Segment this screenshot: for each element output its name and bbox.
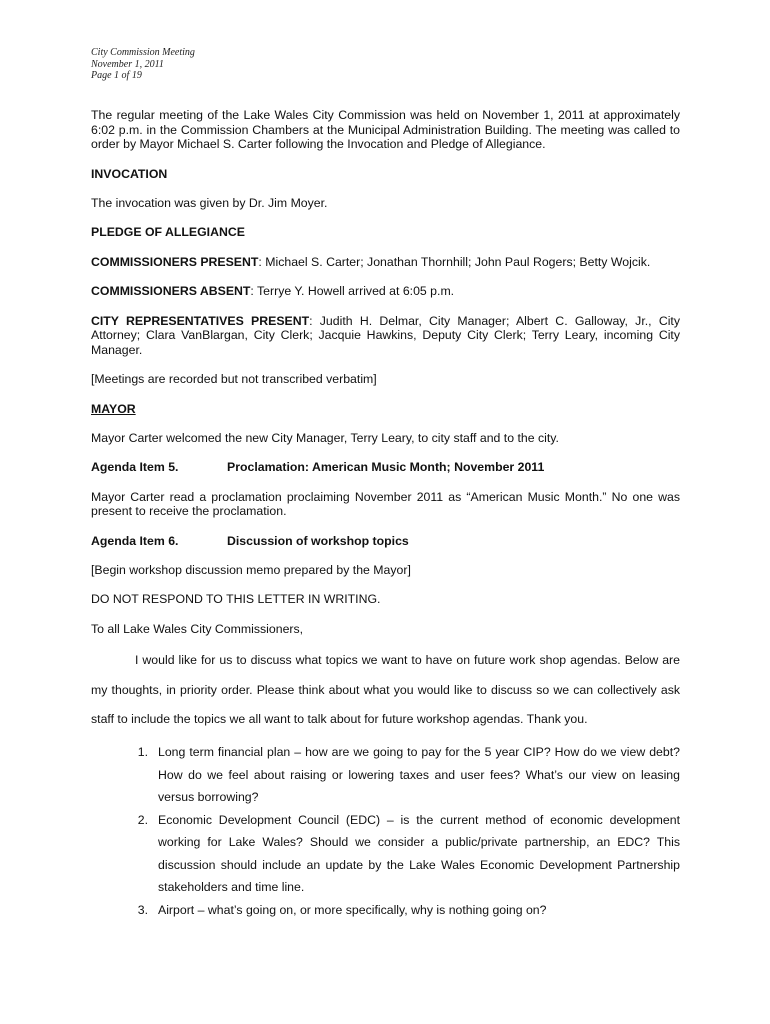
commissioners-absent (91, 284, 680, 299)
memo-no-respond: DO NOT RESPOND TO THIS LETTER IN WRITING. (91, 592, 381, 607)
commissioners-absent-label: COMMISSIONERS ABSENT (91, 284, 251, 299)
list-item (91, 809, 680, 899)
agenda-item-5-title: Proclamation: American Music Month; November 2011 (227, 460, 545, 475)
city-representatives-label: CITY REPRESENTATIVES PRESENT (91, 313, 310, 328)
agenda-item-6-title: Discussion of workshop topics (227, 533, 409, 548)
memo-body-text: I would like for us to discuss what topics we want to have on future work shop agendas. Below are my thoughts, in priority order. Please think about what you would like to discuss so we can collectively ask staff to include the topics we all want to talk about for future workshop agendas. Thank you. (91, 653, 680, 727)
invocation-text: The invocation was given by Dr. Jim Moyer. (91, 195, 328, 210)
list-item-number: 2. (137, 812, 148, 827)
commissioners-absent-names: : Terrye Y. Howell arrived at 6:05 p.m. (250, 284, 455, 299)
header-date: November 1, 2011 (91, 58, 164, 70)
agenda-item-5-heading (91, 460, 680, 475)
memo-body-indent (91, 653, 135, 667)
mayor-heading: MAYOR (91, 401, 136, 416)
workshop-topics-list (91, 741, 680, 922)
intro-paragraph: The regular meeting of the Lake Wales City Commission was held on November 1, 2011 at approximately 6:02 p.m. in the Commission Chambers at the Municipal Administration Building. The meeting was called to order by Mayor Michael S. Carter following the Invocation and Pledge of Allegiance. (91, 108, 680, 152)
commissioners-present (91, 255, 680, 270)
list-item-number: 1. (137, 744, 148, 759)
memo-body (91, 646, 680, 735)
page-header (91, 47, 195, 82)
list-item-text: Airport – what’s going on, or more specifically, why is nothing going on? (158, 903, 547, 918)
list-item (91, 899, 680, 922)
list-item-text: Long term financial plan – how are we going to pay for the 5 year CIP? How do we view debt? How do we feel about raising or lowering taxes and user fees? What’s our view on leasing versus borrowing? (158, 744, 680, 805)
commissioners-present-label: COMMISSIONERS PRESENT (91, 254, 259, 269)
header-page-number: Page 1 of 19 (91, 70, 142, 81)
agenda-item-5-text: Mayor Carter read a proclamation proclaiming November 2011 as “American Music Month.” No one was present to receive the proclamation. (91, 489, 680, 519)
city-representatives (91, 314, 680, 358)
mayor-text: Mayor Carter welcomed the new City Manager, Terry Leary, to city staff and to the city. (91, 430, 559, 445)
city-representatives-names: : Judith H. Delmar, City Manager; Albert C. Galloway, Jr., City Attorney; Clara VanBlargan, City Clerk; Jacquie Hawkins, Deputy City Clerk; Terry Leary, incoming City Manager. (91, 313, 680, 357)
list-item-number: 3. (137, 903, 148, 918)
invocation-heading: INVOCATION (91, 166, 168, 181)
list-item (91, 741, 680, 809)
agenda-item-5-number: Agenda Item 5. (91, 460, 179, 475)
agenda-item-6-number: Agenda Item 6. (91, 533, 179, 548)
document-body (91, 108, 680, 922)
memo-salutation: To all Lake Wales City Commissioners, (91, 621, 304, 636)
header-meeting-name: City Commission Meeting (91, 47, 195, 58)
agenda-item-6-heading (91, 534, 680, 549)
pledge-heading: PLEDGE OF ALLEGIANCE (91, 225, 245, 240)
commissioners-present-names: : Michael S. Carter; Jonathan Thornhill; John Paul Rogers; Betty Wojcik. (258, 254, 651, 269)
memo-start-note: [Begin workshop discussion memo prepared by the Mayor] (91, 563, 411, 578)
recording-note: [Meetings are recorded but not transcribed verbatim] (91, 372, 377, 387)
list-item-text: Economic Development Council (EDC) – is the current method of economic development working for Lake Wales? Should we consider a public/private partnership, an EDC? This discussion should include an update by the Lake Wales Economic Development Partnership stakeholders and time line. (158, 812, 680, 895)
